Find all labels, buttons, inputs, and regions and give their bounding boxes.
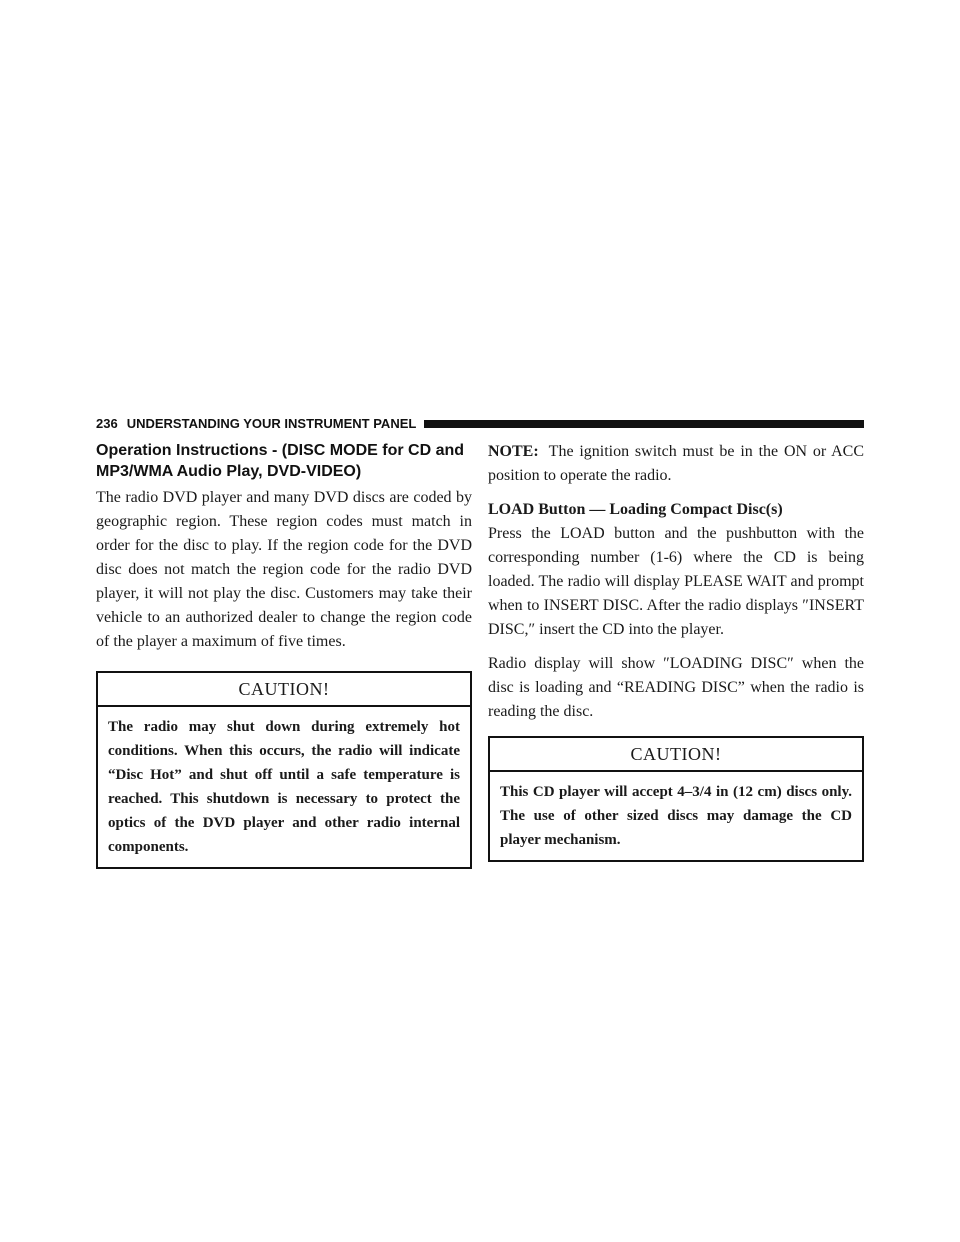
load-paragraph: Press the LOAD button and the pushbutton with the corresponding number (1-6) where the CD is being loaded. The radio will display PLEASE WAIT and prompt when to INSERT DISC. After the radio displays ″INSERT DISC,″ insert the CD into the player. xyxy=(488,525,864,638)
page-number: 236 xyxy=(96,416,118,431)
left-column xyxy=(96,440,472,869)
page-header xyxy=(96,416,864,432)
note-paragraph xyxy=(488,440,864,488)
note-text: The ignition switch must be in the ON or ACC position to operate the radio. xyxy=(488,443,864,484)
caution-box-disc-hot xyxy=(96,671,472,869)
load-button-heading: LOAD Button — Loading Compact Disc(s) xyxy=(488,501,783,518)
region-code-paragraph: The radio DVD player and many DVD discs are coded by geographic region. These region codes must match in order for the disc to play. If the region code for the DVD disc does not match the region code for the radio DVD player, it will not play the disc. Customers may take their vehicle to an authorized dealer to change the region code of the player a maximum of five times. xyxy=(96,489,472,650)
section-heading: Operation Instructions - (DISC MODE for CD and MP3/WMA Audio Play, DVD-VIDEO) xyxy=(96,442,465,480)
right-column xyxy=(488,440,864,862)
section-title: UNDERSTANDING YOUR INSTRUMENT PANEL xyxy=(126,416,417,431)
caution-title: CAUTION! xyxy=(98,673,470,707)
note-label: NOTE: xyxy=(488,443,539,460)
caution-title: CAUTION! xyxy=(490,738,862,772)
header-rule xyxy=(424,420,864,428)
caution-box-disc-size xyxy=(488,736,864,862)
caution-text: The radio may shut down during extremely hot conditions. When this occurs, the radio will indicate “Disc Hot” and shut off until a safe temperature is reached. This shutdown is necessary to protect the optics of the DVD player and other radio internal components. xyxy=(108,719,460,855)
display-paragraph: Radio display will show ″LOADING DISC″ when the disc is loading and “READING DISC” when the radio is reading the disc. xyxy=(488,655,864,720)
caution-text: This CD player will accept 4–3/4 in (12 cm) discs only. The use of other sized discs may damage the CD player mechanism. xyxy=(500,784,852,848)
